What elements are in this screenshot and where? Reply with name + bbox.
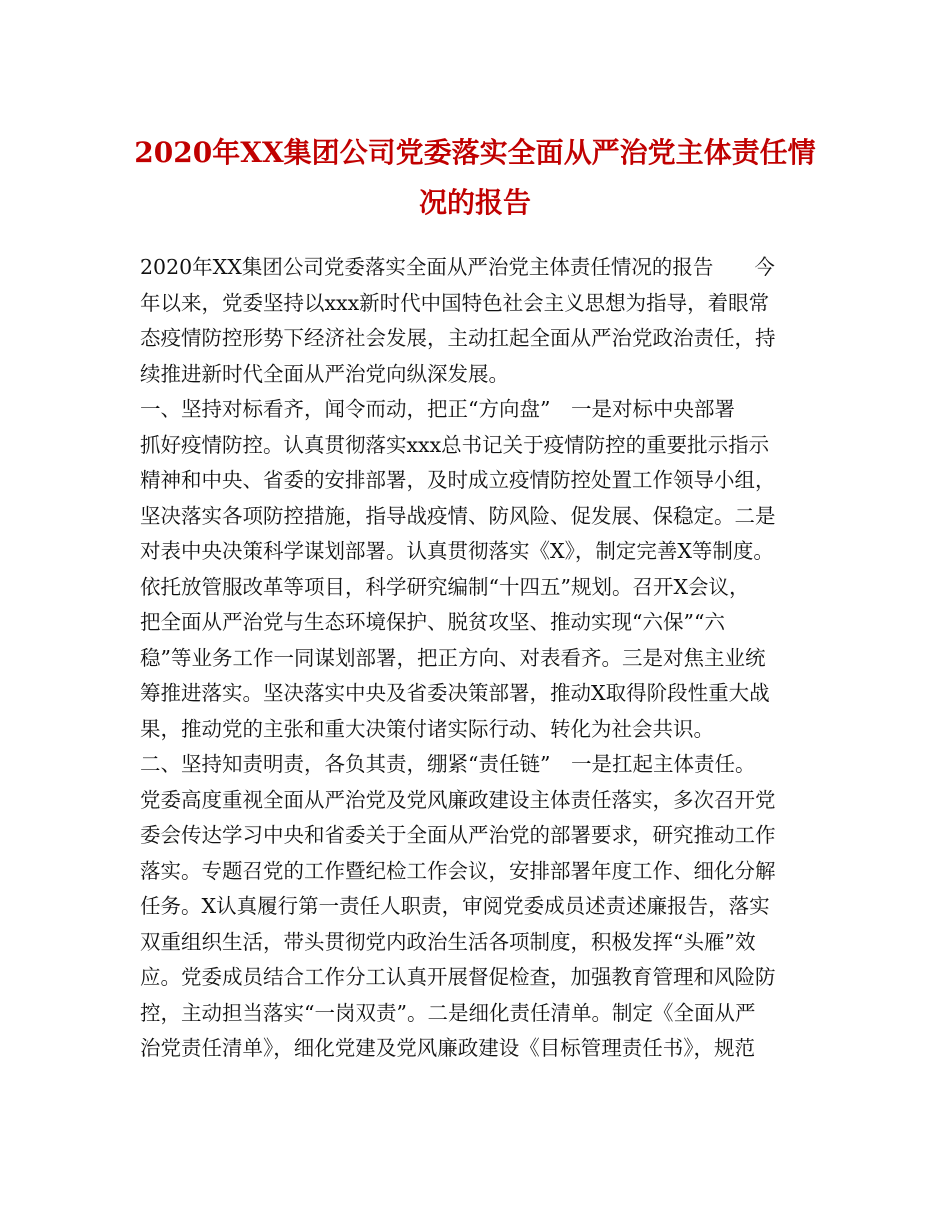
- body-line: 果，推动党的主张和重大决策付诸实际行动、转化为社会共识。: [140, 716, 714, 741]
- body-line: 对表中央决策科学谋划部署。认真贯彻落实《X》，制定完善X等制度。: [140, 539, 774, 563]
- body-line: 任务。X认真履行第一责任人职责，审阅党委成员述责述廉报告，落实: [140, 894, 770, 918]
- body-line: 年以来，党委坚持以xxx新时代中国特色社会主义思想为指导，着眼常: [140, 290, 770, 315]
- title-line: 2020年XX集团公司党委落实全面从严治党主体责任情: [134, 136, 816, 169]
- body-line: 一、坚持对标看齐，闻令而动，把正“方向盘” 一是对标中央部署: [140, 397, 735, 421]
- body-line: 依托放管服改革等项目，科学研究编制“十四五”规划。召开X会议，: [140, 574, 750, 599]
- body-line: 精神和中央、省委的安排部署，及时成立疫情防控处置工作领导小组，: [140, 468, 776, 492]
- body-line: 党委高度重视全面从严治党及党风廉政建设主体责任落实，多次召开党: [140, 787, 776, 812]
- title-line: 况的报告: [418, 186, 531, 219]
- body-line: 应。党委成员结合工作分工认真开展督促检查，加强教育管理和风险防: [140, 965, 776, 989]
- document-body: [140, 250, 830, 1067]
- body-line: 把全面从严治党与生态环境保护、脱贫攻坚、推动实现“六保”“六: [140, 610, 725, 634]
- body-line: 委会传达学习中央和省委关于全面从严治党的部署要求，研究推动工作: [140, 823, 776, 847]
- body-line: 控，主动担当落实“一岗双责”。二是细化责任清单。制定《全面从严: [140, 1000, 756, 1025]
- body-line: 坚决落实各项防控措施，指导战疫情、防风险、促发展、保稳定。二是: [140, 503, 776, 528]
- body-line: 态疫情防控形势下经济社会发展，主动扛起全面从严治党政治责任，持: [140, 326, 776, 350]
- body-line: 抓好疫情防控。认真贯彻落实xxx总书记关于疫情防控的重要批示指示: [140, 432, 770, 457]
- body-line: 治党责任清单》，细化党建及党风廉政建设《目标管理责任书》，规范: [140, 1036, 755, 1060]
- body-line: 双重组织生活，带头贯彻党内政治生活各项制度，积极发挥“头雁”效: [140, 929, 756, 954]
- body-line: 续推进新时代全面从严治党向纵深发展。: [140, 361, 509, 386]
- body-line: 稳”等业务工作一同谋划部署，把正方向、对表看齐。三是对焦主业统: [140, 645, 766, 670]
- document-title: [130, 128, 820, 228]
- body-line: 筹推进落实。坚决落实中央及省委决策部署，推动X取得阶段性重大战: [140, 681, 770, 705]
- body-line: 2020年XX集团公司党委落实全面从严治党主体责任情况的报告 今: [140, 255, 775, 279]
- body-line: 二、坚持知责明责，各负其责，绷紧“责任链” 一是扛起主体责任。: [140, 752, 756, 776]
- body-line: 落实。专题召党的工作暨纪检工作会议，安排部署年度工作、细化分解: [140, 858, 776, 883]
